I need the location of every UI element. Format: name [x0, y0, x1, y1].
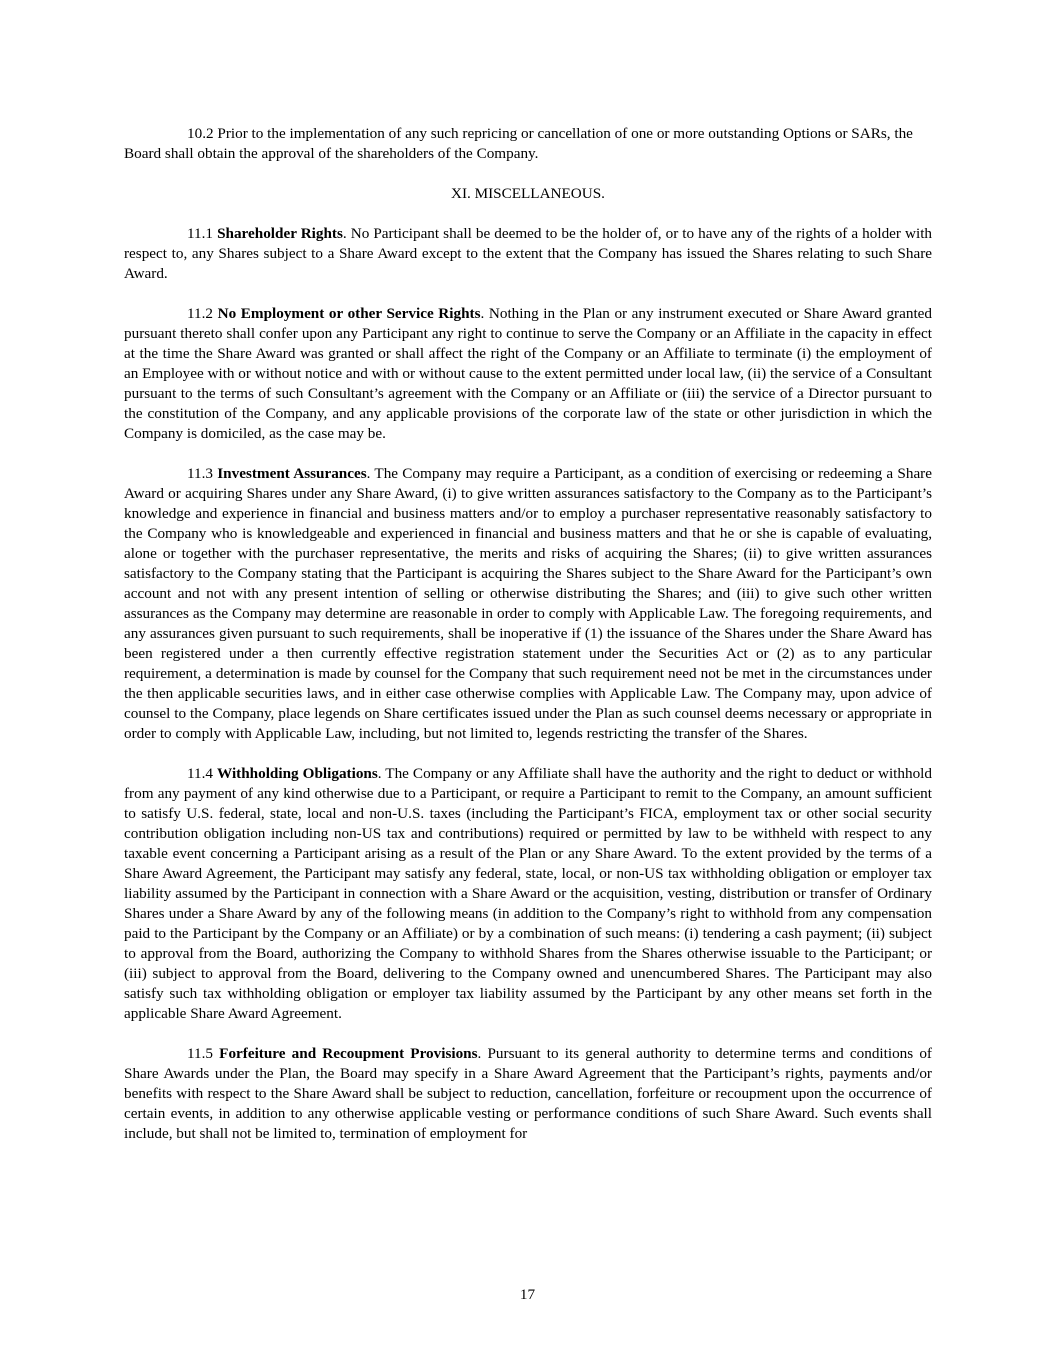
section-number: 11.4 [187, 765, 218, 782]
paragraph-11-1 [124, 224, 932, 284]
section-number: 11.2 [187, 305, 218, 322]
document-page [124, 124, 932, 1164]
paragraph-11-5 [124, 1044, 932, 1144]
section-title: No Employment or other Service Rights [217, 305, 481, 322]
section-body: . No Participant shall be deemed to be the holder of, or to have any of the rights of a holder with respect to, any Shares subject to a Share Award except to the extent that the Company has issued the Shares relating to such Share Award. [124, 225, 933, 282]
section-title: Withholding Obligations [217, 765, 378, 782]
paragraph-10-2: 10.2 Prior to the implementation of any such repricing or cancellation of one or more outstanding Options or SARs, the Board shall obtain the approval of the shareholders of the Company. [124, 125, 913, 162]
paragraph-11-2 [124, 304, 932, 444]
section-number: 11.3 [187, 465, 218, 482]
section-body: . The Company may require a Participant, as a condition of exercising or redeeming a Share Award or acquiring Shares under any Share Award, (i) to give written assurances satisfactory to the Company as to the Participant’s knowledge and experience in financial and business matters and/or to employ a purchaser representative reasonably satisfactory to the Company who is knowledgeable and experienced in financial and business matters and that he or she is capable of evaluating, alone or together with the purchaser representative, the merits and risks of acquiring the Shares; (ii) to give written assurances satisfactory to the Company stating that the Participant is acquiring the Shares subject to the Share Award for the Participant’s own account and not with any present intention of selling or otherwise distributing the Shares; and (iii) to give such other written assurances as the Company may determine are reasonable in order to comply with Applicable Law. The foregoing requirements, and any assurances given pursuant to such requirements, shall be inoperative if (1) the issuance of the Shares under the Share Award has been registered under a then currently effective registration statement under the Securities Act or (2) as to any particular requirement, a determination is made by counsel for the Company that such requirement need not be met in the circumstances under the then applicable securities laws, and in either case otherwise complies with Applicable Law. The Company may, upon advice of counsel to the Company, place legends on Share certificates issued under the Plan as such counsel deems necessary or appropriate in order to comply with Applicable Law, including, but not limited to, legends restricting the transfer of the Shares. [124, 465, 932, 742]
section-number: 11.5 [187, 1045, 220, 1062]
section-title: Investment Assurances [217, 465, 367, 482]
paragraph-11-3 [124, 464, 932, 744]
section-body: . Nothing in the Plan or any instrument executed or Share Award granted pursuant thereto shall confer upon any Participant any right to continue to serve the Company or an Affiliate in the capacity in effect at the time the Share Award was granted or shall affect the right of the Company or an Affiliate to terminate (i) the employment of an Employee with or without notice and with or without cause to the extent permitted under local law, (ii) the service of a Consultant pursuant to the terms of such Consultant’s agreement with the Company or an Affiliate or (iii) the service of a Director pursuant to the constitution of the Company, and any applicable provisions of the corporate law of the state or other jurisdiction in which the Company is domiciled, as the case may be. [124, 305, 932, 442]
section-title: Shareholder Rights [217, 225, 343, 242]
article-heading: XI. MISCELLANEOUS. [451, 185, 605, 202]
section-body: . The Company or any Affiliate shall have the authority and the right to deduct or withhold from any payment of any kind otherwise due to a Participant, or require a Participant to remit to the Company, an amount sufficient to satisfy U.S. federal, state, local and non-U.S. taxes (including the Participant’s FICA, employment tax or other social security contribution obligation including non-US tax and contributions) required or permitted by law to be withheld with respect to any taxable event concerning a Participant arising as a result of the Plan or any Share Award. To the extent provided by the terms of a Share Award Agreement, the Participant may satisfy any federal, state, local, or non-US tax withholding obligation or employer tax liability assumed by the Participant in connection with a Share Award or the acquisition, vesting, distribution or transfer of Ordinary Shares under a Share Award by any of the following means (in addition to the Company’s right to withhold from any compensation paid to the Participant by the Company or an Affiliate) or by a combination of such means: (i) tendering a cash payment; (ii) subject to approval from the Board, authorizing the Company to withhold Shares from the Shares otherwise issuable to the Participant; or (iii) subject to approval from the Board, delivering to the Company owned and unencumbered Shares. The Participant may also satisfy such tax withholding obligation or employer tax liability assumed by the Participant by any other means set forth in the applicable Share Award Agreement. [124, 765, 932, 1022]
paragraph-11-4 [124, 764, 932, 1024]
page-number: 17 [519, 1286, 536, 1303]
section-title: Forfeiture and Recoupment Provisions [219, 1045, 478, 1062]
section-body: . Pursuant to its general authority to determine terms and conditions of Share Awards under the Plan, the Board may specify in a Share Award Agreement that the Participant’s rights, payments and/or benefits with respect to the Share Award shall be subject to reduction, cancellation, forfeiture or recoupment upon the occurrence of certain events, in addition to any otherwise applicable vesting or performance conditions of such Share Award. Such events shall include, but shall not be limited to, termination of employment for [124, 1045, 932, 1142]
section-number: 11.1 [187, 225, 218, 242]
